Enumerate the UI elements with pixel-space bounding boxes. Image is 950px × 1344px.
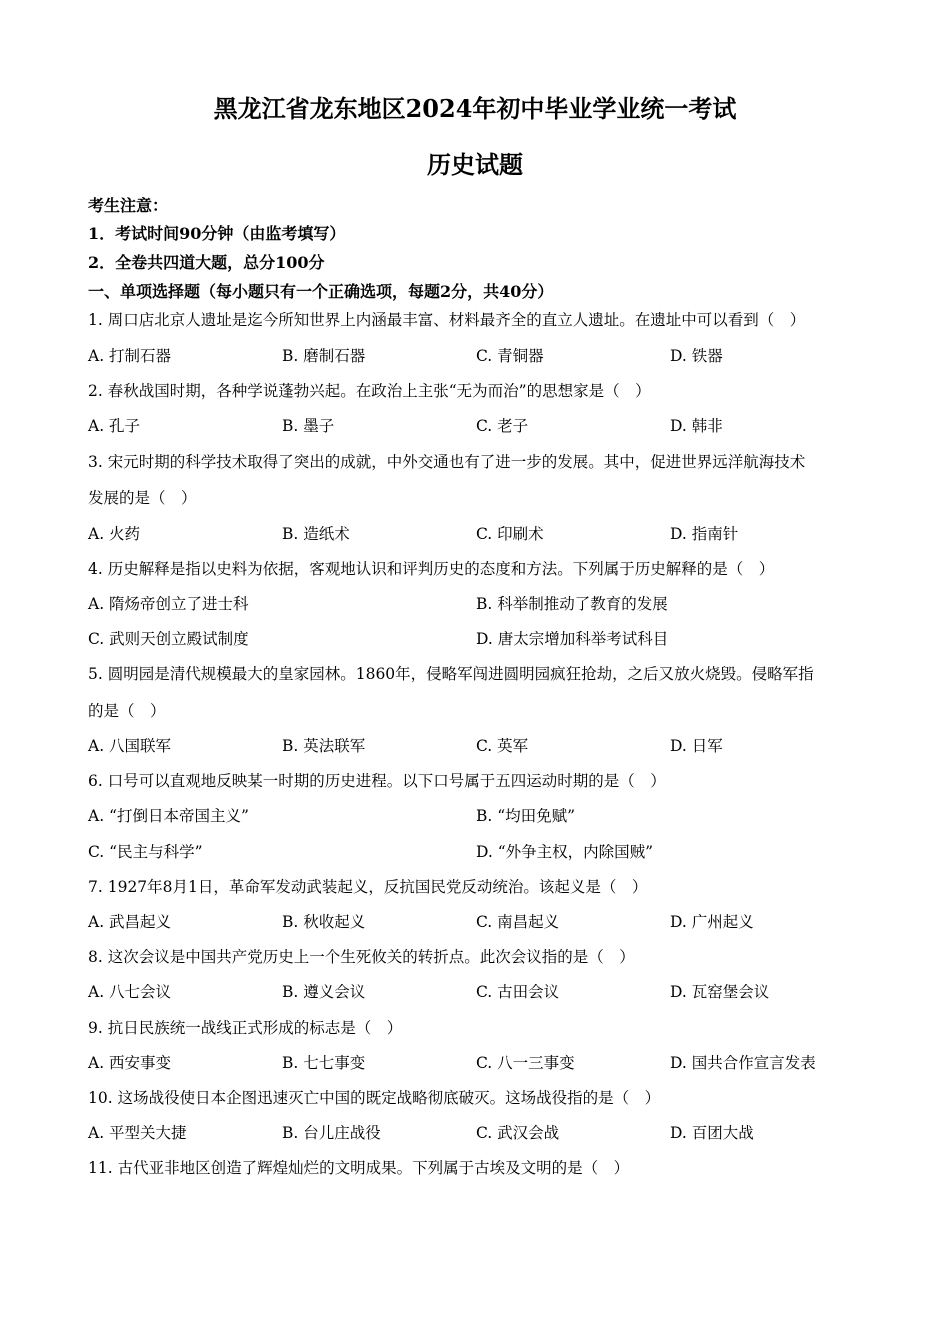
- question-1-option-a: A. 打制石器: [88, 347, 172, 365]
- question-2-option-c: C. 老子: [476, 417, 529, 435]
- question-10-option-d: D. 百团大战: [670, 1124, 754, 1142]
- question-1-option-c: C. 青铜器: [476, 347, 544, 365]
- question-2-option-d: D. 韩非: [670, 417, 723, 435]
- question-8-option-a: A. 八七会议: [88, 983, 172, 1001]
- question-4-option-c: C. 武则天创立殿试制度: [88, 630, 249, 648]
- question-2-option-b: B. 墨子: [282, 417, 335, 435]
- question-6-option-d: D. “外争主权，内除国贼”: [476, 843, 654, 861]
- question-4-stem: 4. 历史解释是指以史料为依据，客观地认识和评判历史的态度和方法。下列属于历史解释的是（ ）: [88, 560, 775, 578]
- question-5-option-b: B. 英法联军: [282, 737, 366, 755]
- question-11-stem: 11. 古代亚非地区创造了辉煌灿烂的文明成果。下列属于古埃及文明的是（ ）: [88, 1159, 630, 1177]
- exam-title: 黑龙江省龙东地区2024年初中毕业学业统一考试: [213, 94, 737, 123]
- question-2-option-a: A. 孔子: [88, 417, 141, 435]
- section-heading: 一、单项选择题（每小题只有一个正确选项，每题2分，共40分）: [88, 282, 554, 301]
- question-1-option-d: D. 铁器: [670, 347, 723, 365]
- question-4-option-d: D. 唐太宗增加科举考试科目: [476, 630, 669, 648]
- question-10-stem: 10. 这场战役使日本企图迅速灭亡中国的既定战略彻底破灭。这场战役指的是（ ）: [88, 1089, 661, 1107]
- notice-heading: 考生注意：: [88, 196, 169, 215]
- question-6-option-b: B. “均田免赋”: [476, 807, 576, 825]
- question-1-stem: 1. 周口店北京人遗址是迄今所知世界上内涵最丰富、材料最齐全的直立人遗址。在遗址中可以看到（ ）: [88, 311, 806, 329]
- question-1-option-b: B. 磨制石器: [282, 347, 366, 365]
- question-3-stem: 3. 宋元时期的科学技术取得了突出的成就，中外交通也有了进一步的发展。其中，促进世界远洋航海技术: [88, 453, 806, 471]
- question-7-option-b: B. 秋收起义: [282, 913, 366, 931]
- question-10-option-a: A. 平型关大捷: [88, 1124, 187, 1142]
- question-3-option-a: A. 火药: [88, 525, 141, 543]
- question-3-option-b: B. 造纸术: [282, 525, 350, 543]
- question-5-stem-cont: 的是（ ）: [88, 702, 166, 720]
- question-9-option-d: D. 国共合作宣言发表: [670, 1054, 816, 1072]
- question-9-option-c: C. 八一三事变: [476, 1054, 575, 1072]
- question-9-option-b: B. 七七事变: [282, 1054, 366, 1072]
- question-8-option-c: C. 古田会议: [476, 983, 560, 1001]
- question-9-option-a: A. 西安事变: [88, 1054, 172, 1072]
- question-7-option-c: C. 南昌起义: [476, 913, 560, 931]
- question-6-stem: 6. 口号可以直观地反映某一时期的历史进程。以下口号属于五四运动时期的是（ ）: [88, 772, 666, 790]
- question-5-option-c: C. 英军: [476, 737, 529, 755]
- question-10-option-c: C. 武汉会战: [476, 1124, 560, 1142]
- question-10-option-b: B. 台儿庄战役: [282, 1124, 381, 1142]
- exam-subtitle: 历史试题: [427, 150, 523, 179]
- notice-item-2: 2．全卷共四道大题，总分100分: [88, 253, 325, 272]
- question-3-stem-cont: 发展的是（ ）: [88, 489, 197, 507]
- question-3-option-d: D. 指南针: [670, 525, 739, 543]
- question-4-option-b: B. 科举制推动了教育的发展: [476, 595, 668, 613]
- question-8-stem: 8. 这次会议是中国共产党历史上一个生死攸关的转折点。此次会议指的是（ ）: [88, 948, 635, 966]
- question-2-stem: 2. 春秋战国时期，各种学说蓬勃兴起。在政治上主张“无为而治”的思想家是（ ）: [88, 382, 651, 400]
- question-9-stem: 9. 抗日民族统一战线正式形成的标志是（ ）: [88, 1019, 403, 1037]
- question-8-option-d: D. 瓦窑堡会议: [670, 983, 770, 1001]
- question-6-option-a: A. “打倒日本帝国主义”: [88, 807, 249, 825]
- question-5-option-a: A. 八国联军: [88, 737, 172, 755]
- notice-item-1: 1．考试时间90分钟（由监考填写）: [88, 224, 346, 243]
- question-6-option-c: C. “民主与科学”: [88, 843, 203, 861]
- question-5-option-d: D. 日军: [670, 737, 723, 755]
- question-5-stem: 5. 圆明园是清代规模最大的皇家园林。1860年，侵略军闯进圆明园疯狂抢劫，之后又放火烧毁。侵略军指: [88, 665, 814, 683]
- question-7-option-d: D. 广州起义: [670, 913, 754, 931]
- question-4-option-a: A. 隋炀帝创立了进士科: [88, 595, 249, 613]
- question-8-option-b: B. 遵义会议: [282, 983, 366, 1001]
- question-7-stem: 7. 1927年8月1日，革命军发动武装起义，反抗国民党反动统治。该起义是（ ）: [88, 878, 648, 896]
- question-7-option-a: A. 武昌起义: [88, 913, 172, 931]
- question-3-option-c: C. 印刷术: [476, 525, 544, 543]
